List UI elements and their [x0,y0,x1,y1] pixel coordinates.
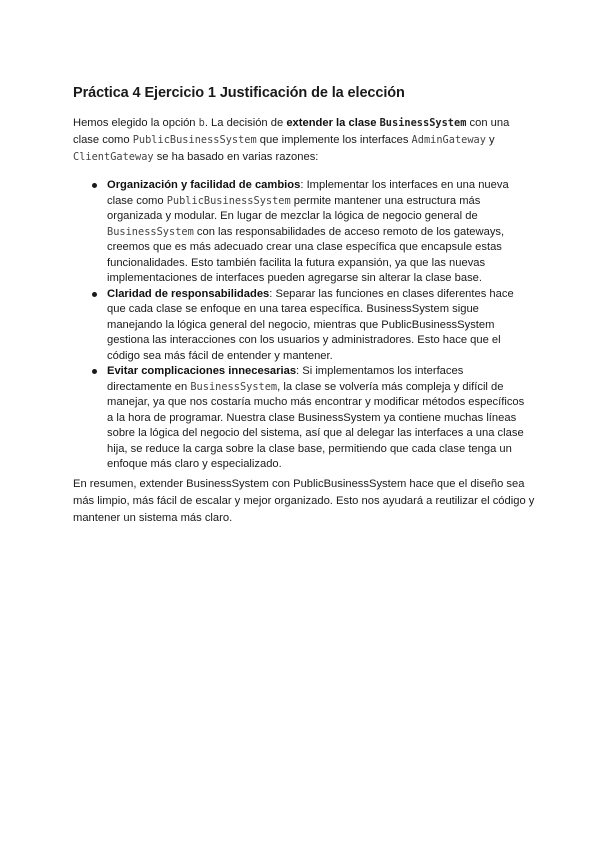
bullet-code: BusinessSystem [190,380,278,393]
bullet-heading: Evitar complicaciones innecesarias [107,365,297,377]
intro-text-1: Hemos elegido la opción [73,117,199,129]
intro-text-3: con una clase como [73,117,510,146]
bullet-code: PublicBusinessSystem [166,194,291,207]
document-title: Práctica 4 Ejercicio 1 Justificación de la elección [73,85,405,101]
list-item [107,178,527,287]
bullet-text: : Si implementamos los interfaces directamente en [107,365,464,393]
bullet-text: : Implementar los interfaces en una nueva clase como [107,179,509,207]
intro-text-4: que implemente los interfaces [256,133,412,146]
bullet-icon [92,369,97,374]
intro-paragraph [73,115,533,165]
intro-code-public: PublicBusinessSystem [132,133,257,146]
bullet-text: : Separar las funciones en clases diferentes hace que cada clase se enfoque en una tarea específica. BusinessSystem sigue manejando la lógica general del negocio, mientras que PublicBusinessSystem gestiona las interacciones con los usuarios y administradores. Esto hace que el código sea más fácil de entender y mantener. [107,287,514,362]
conclusion-paragraph: En resumen, extender BusinessSystem con PublicBusinessSystem hace que el diseño sea más limpio, más fácil de escalar y mejor organizado. Esto nos ayudará a reutilizar el código y mantener un sistema más claro. [73,478,535,524]
bullet-code: BusinessSystem [107,225,194,238]
intro-bold-text [286,117,466,129]
intro-text-6: se ha basado en varias razones: [153,150,319,163]
bullet-icon [92,292,97,297]
intro-option-code: b [198,117,205,129]
list-item [107,287,527,365]
intro-code-client: ClientGateway [73,150,154,163]
bullet-icon [92,183,97,188]
bullet-text: permite mantener una estructura más organizada y modular. En lugar de mezclar la lógica de negocio general de [107,194,481,222]
intro-text-5: y [485,133,495,146]
intro-bold-code: BusinessSystem [379,117,467,129]
bullet-text: con las responsabilidades de acceso remoto de los gateways, creemos que es más adecuado crear una clase específica que encapsule estas funcionalidades. Esto también facilita la futura expansión, ya que las nuevas implementaciones de interfaces pueden agregarse sin alterar la clase base. [107,225,505,284]
intro-bold-phrase: extender la clase [286,117,380,129]
bullet-text: , la clase se volvería más compleja y difícil de manejar, ya que nos costaría mucho más encontrar y modificar métodos específicos a la hora de programar. Nuestra clase BusinessSystem ya contiene muchas líneas sobre la lógica del negocio del sistema, así que al delegar las interfaces a una clase hija, se reduce la carga sobre la clase base, permitiendo que cada clase tenga un enfoque más claro y especializado. [107,380,525,470]
bullet-heading: Organización y facilidad de cambios [107,179,301,191]
intro-text-2: . La decisión de [204,117,287,129]
reasons-list [107,178,527,473]
list-item [107,364,527,473]
bullet-heading: Claridad de responsabilidades [107,287,270,300]
intro-code-admin: AdminGateway [411,133,486,146]
